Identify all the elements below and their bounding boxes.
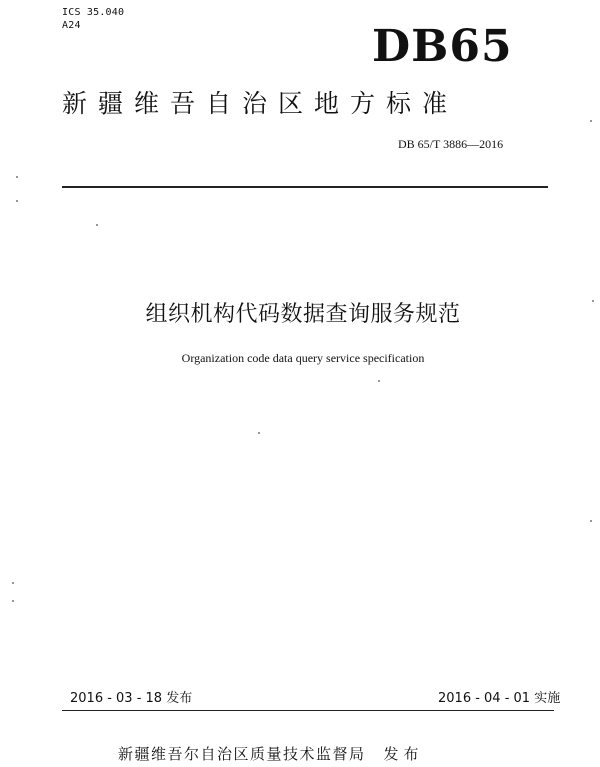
scan-speck: [590, 120, 592, 122]
category-code: A24: [62, 20, 81, 31]
document-title-chinese: 组织机构代码数据查询服务规范: [145, 302, 461, 327]
publish-date: 2016 - 03 - 18 发布: [70, 691, 193, 706]
scan-speck: [16, 200, 18, 202]
header-divider: [62, 186, 548, 188]
footer-divider: [62, 710, 554, 711]
standard-type-heading: 新疆维吾自治区地方标准: [62, 89, 459, 118]
scan-speck: [96, 224, 98, 226]
effective-date: 2016 - 04 - 01 实施: [438, 691, 561, 706]
scan-speck: [16, 176, 18, 178]
standard-number: DB 65/T 3886—2016: [398, 137, 504, 151]
scan-speck: [258, 432, 260, 434]
ics-code: ICS 35.040: [62, 7, 125, 18]
scan-speck: [12, 582, 14, 584]
scan-speck: [378, 380, 380, 382]
issuer-name: 新疆维吾尔自治区质量技术监督局: [118, 745, 366, 763]
db-logo: DB65: [372, 21, 513, 72]
issuer-line: [118, 744, 424, 764]
classification-codes: [62, 6, 124, 32]
scan-speck: [590, 520, 592, 522]
document-title-english: Organization code data query service specification: [181, 351, 425, 365]
scan-speck: [592, 300, 594, 302]
scan-speck: [12, 600, 14, 602]
issued-label: 发布: [383, 745, 424, 763]
